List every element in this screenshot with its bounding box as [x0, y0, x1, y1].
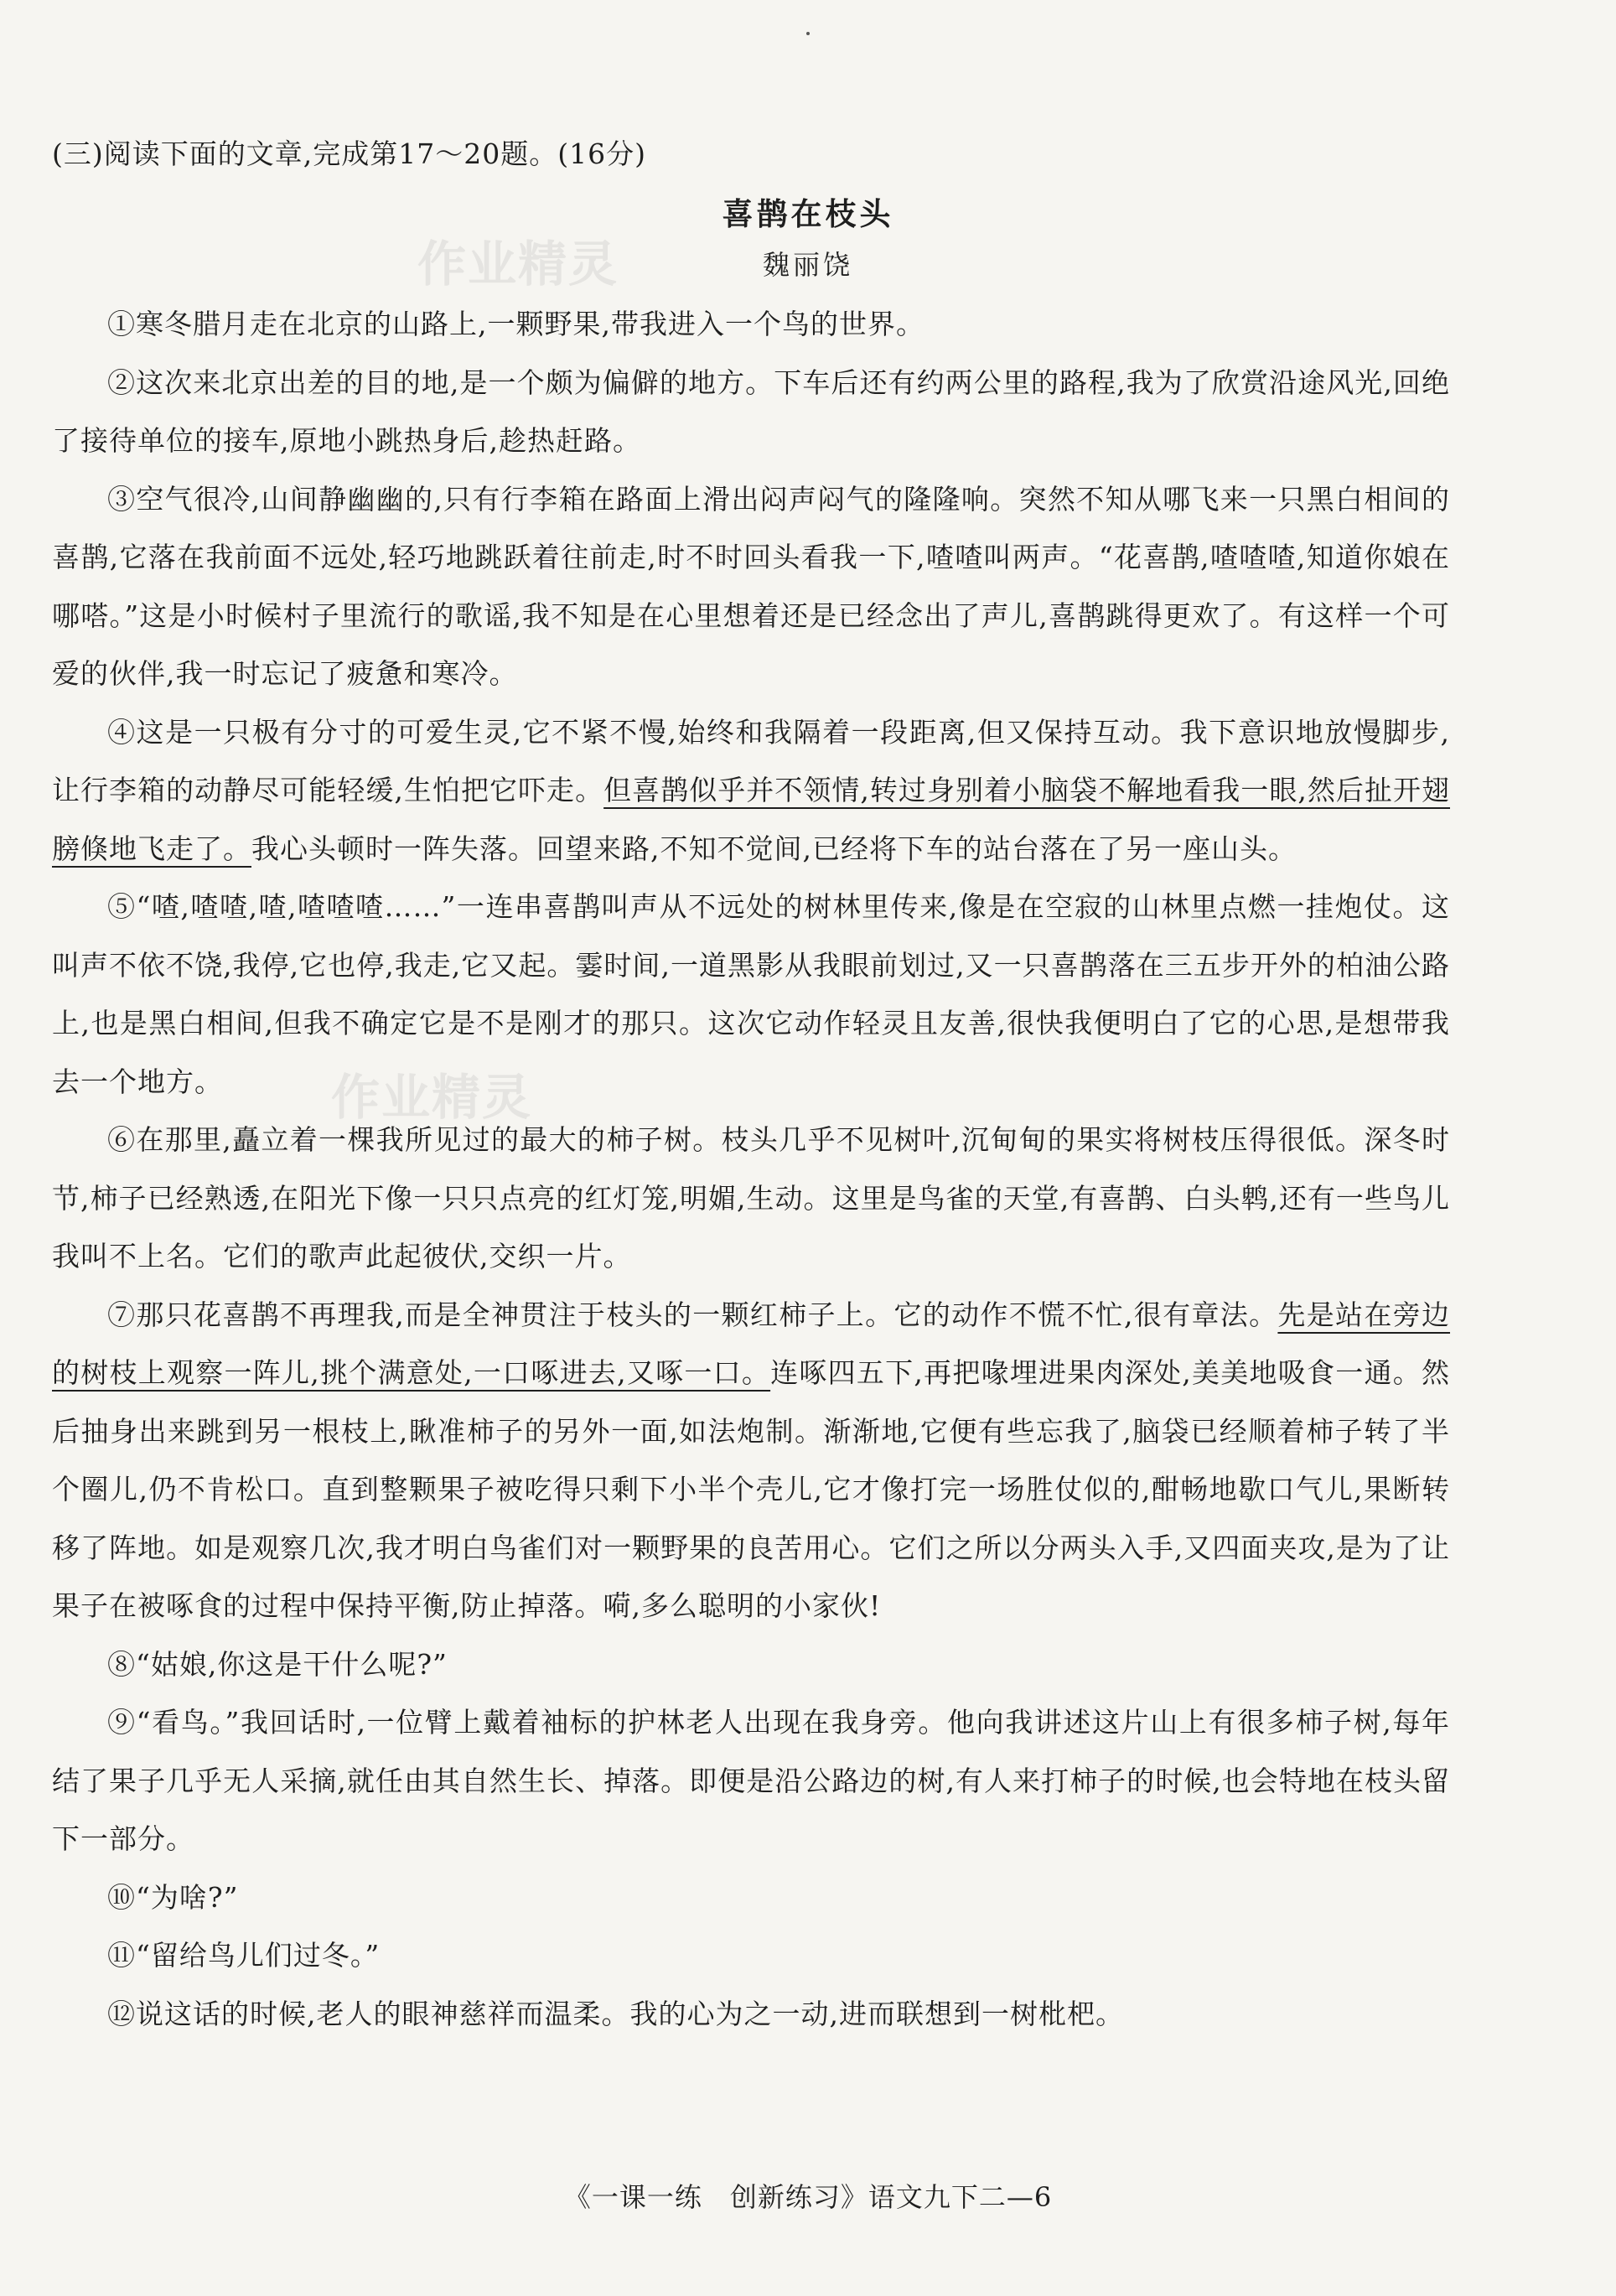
article-paragraph: [52, 1926, 1450, 1985]
paragraph-text: ⑤“喳,喳喳,喳,喳喳喳……”一连串喜鹊叫声从不远处的树林里传来,像是在空寂的山林里点燃一挂炮仗。这叫声不依不饶,我停,它也停,我走,它又起。霎时间,一道黑影从我眼前划过,又一只喜鹊落在三五步开外的柏油公路上,也是黑白相间,但我不确定它是不是刚才的那只。这次它动作轻灵且友善,很快我便明白了它的心思,是想带我去一个地方。: [52, 890, 1450, 1098]
article-paragraph: [52, 1635, 1450, 1694]
paragraph-text: ⑥在那里,矗立着一棵我所见过的最大的柿子树。枝头几乎不见树叶,沉甸甸的果实将树枝压得很低。深冬时节,柿子已经熟透,在阳光下像一只只点亮的红灯笼,明媚,生动。这里是鸟雀的天堂,有喜鹊、白头鹎,还有一些鸟儿我叫不上名。它们的歌声此起彼伏,交织一片。: [52, 1123, 1450, 1272]
paragraph-text: ④这是一只极有分寸的可爱生灵,它不紧不慢,始终和我隔着一段距离,但又保持互动。我下意识地放慢脚步,让行李箱的动静尽可能轻缓,生怕把它吓走。: [52, 715, 1450, 806]
article-paragraph: [52, 1868, 1450, 1927]
article-paragraph: [52, 703, 1450, 878]
article-body: [52, 295, 1450, 2043]
article-paragraph: [52, 354, 1450, 470]
article-paragraph: [52, 1286, 1450, 1635]
paragraph-text: ⑩“为啥?”: [107, 1880, 239, 1914]
article-paragraph: [52, 295, 1450, 354]
paragraph-text: ②这次来北京出差的目的地,是一个颇为偏僻的地方。下车后还有约两公里的路程,我为了欣赏沿途风光,回绝了接待单位的接车,原地小跳热身后,趁热赶路。: [52, 365, 1450, 457]
watermark: 作业精灵: [417, 236, 619, 293]
paragraph-text: ⑧“姑娘,你这是干什么呢?”: [107, 1647, 448, 1681]
section-heading: (三)阅读下面的文章,完成第17～20题。(16分): [52, 137, 646, 170]
scan-dust-mark: [806, 32, 810, 35]
article-paragraph: [52, 1693, 1450, 1868]
paragraph-text: ①寒冬腊月走在北京的山路上,一颗野果,带我进入一个鸟的世界。: [107, 308, 925, 340]
article-paragraph: [52, 1111, 1450, 1286]
paragraph-text: ⑦那只花喜鹊不再理我,而是全神贯注于枝头的一颗红柿子上。它的动作不慌不忙,很有章法。: [107, 1298, 1278, 1331]
article-author: 魏丽饶: [762, 249, 853, 281]
paragraph-text: ⑫说这话的时候,老人的眼神慈祥而温柔。我的心为之一动,进而联想到一树枇杷。: [107, 1997, 1124, 2030]
article-title: 喜鹊在枝头: [722, 195, 894, 232]
article-paragraph: [52, 1985, 1450, 2044]
paragraph-text: ③空气很冷,山间静幽幽的,只有行李箱在路面上滑出闷声闷气的隆隆响。突然不知从哪飞来一只黑白相间的喜鹊,它落在我前面不远处,轻巧地跳跃着往前走,时不时回头看我一下,喳喳叫两声。“花喜鹊,喳喳喳,知道你娘在哪嗒。”这是小时候村子里流行的歌谣,我不知是在心里想着还是已经念出了声儿,喜鹊跳得更欢了。有这样一个可爱的伙伴,我一时忘记了疲惫和寒冷。: [52, 482, 1450, 690]
underlined-sentence: 先是站在旁边的树枝上观察一阵儿,挑个满意处,一口啄进去,又啄一口。: [52, 1298, 1451, 1389]
paragraph-text: ⑨“看鸟。”我回话时,一位臂上戴着袖标的护林老人出现在我身旁。他向我讲述这片山上有很多柿子树,每年结了果子几乎无人采摘,就任由其自然生长、掉落。即便是沿公路边的树,有人来打柿子的时候,也会特地在枝头留下一部分。: [52, 1706, 1450, 1855]
paragraph-text: 连啄四五下,再把喙埋进果肉深处,美美地吸食一通。然后抽身出来跳到另一根枝上,瞅准柿子的另外一面,如法炮制。渐渐地,它便有些忘我了,脑袋已经顺着柿子转了半个圈儿,仍不肯松口。直到整颗果子被吃得只剩下小半个壳儿,它才像打完一场胜仗似的,酣畅地歇口气儿,果断转移了阵地。如是观察几次,我才明白鸟雀们对一颗野果的良苦用心。它们之所以分两头入手,又四面夹攻,是为了让果子在被啄食的过程中保持平衡,防止掉落。嗬,多么聪明的小家伙!: [52, 1356, 1450, 1622]
paragraph-text: ⑪“留给鸟儿们过冬。”: [107, 1939, 381, 1972]
paragraph-text: 我心头顿时一阵失落。回望来路,不知不觉间,已经将下车的站台落在了另一座山头。: [251, 832, 1297, 865]
article-paragraph: [52, 470, 1450, 703]
watermark: 作业精灵: [331, 1069, 533, 1126]
underlined-sentence: 但喜鹊似乎并不领情,转过身别着小脑袋不解地看我一眼,然后扯开翅膀倏地飞走了。: [52, 774, 1450, 865]
page-footer: 《一课一练 创新练习》语文九下二—6: [563, 2181, 1053, 2213]
article-paragraph: [52, 878, 1450, 1111]
